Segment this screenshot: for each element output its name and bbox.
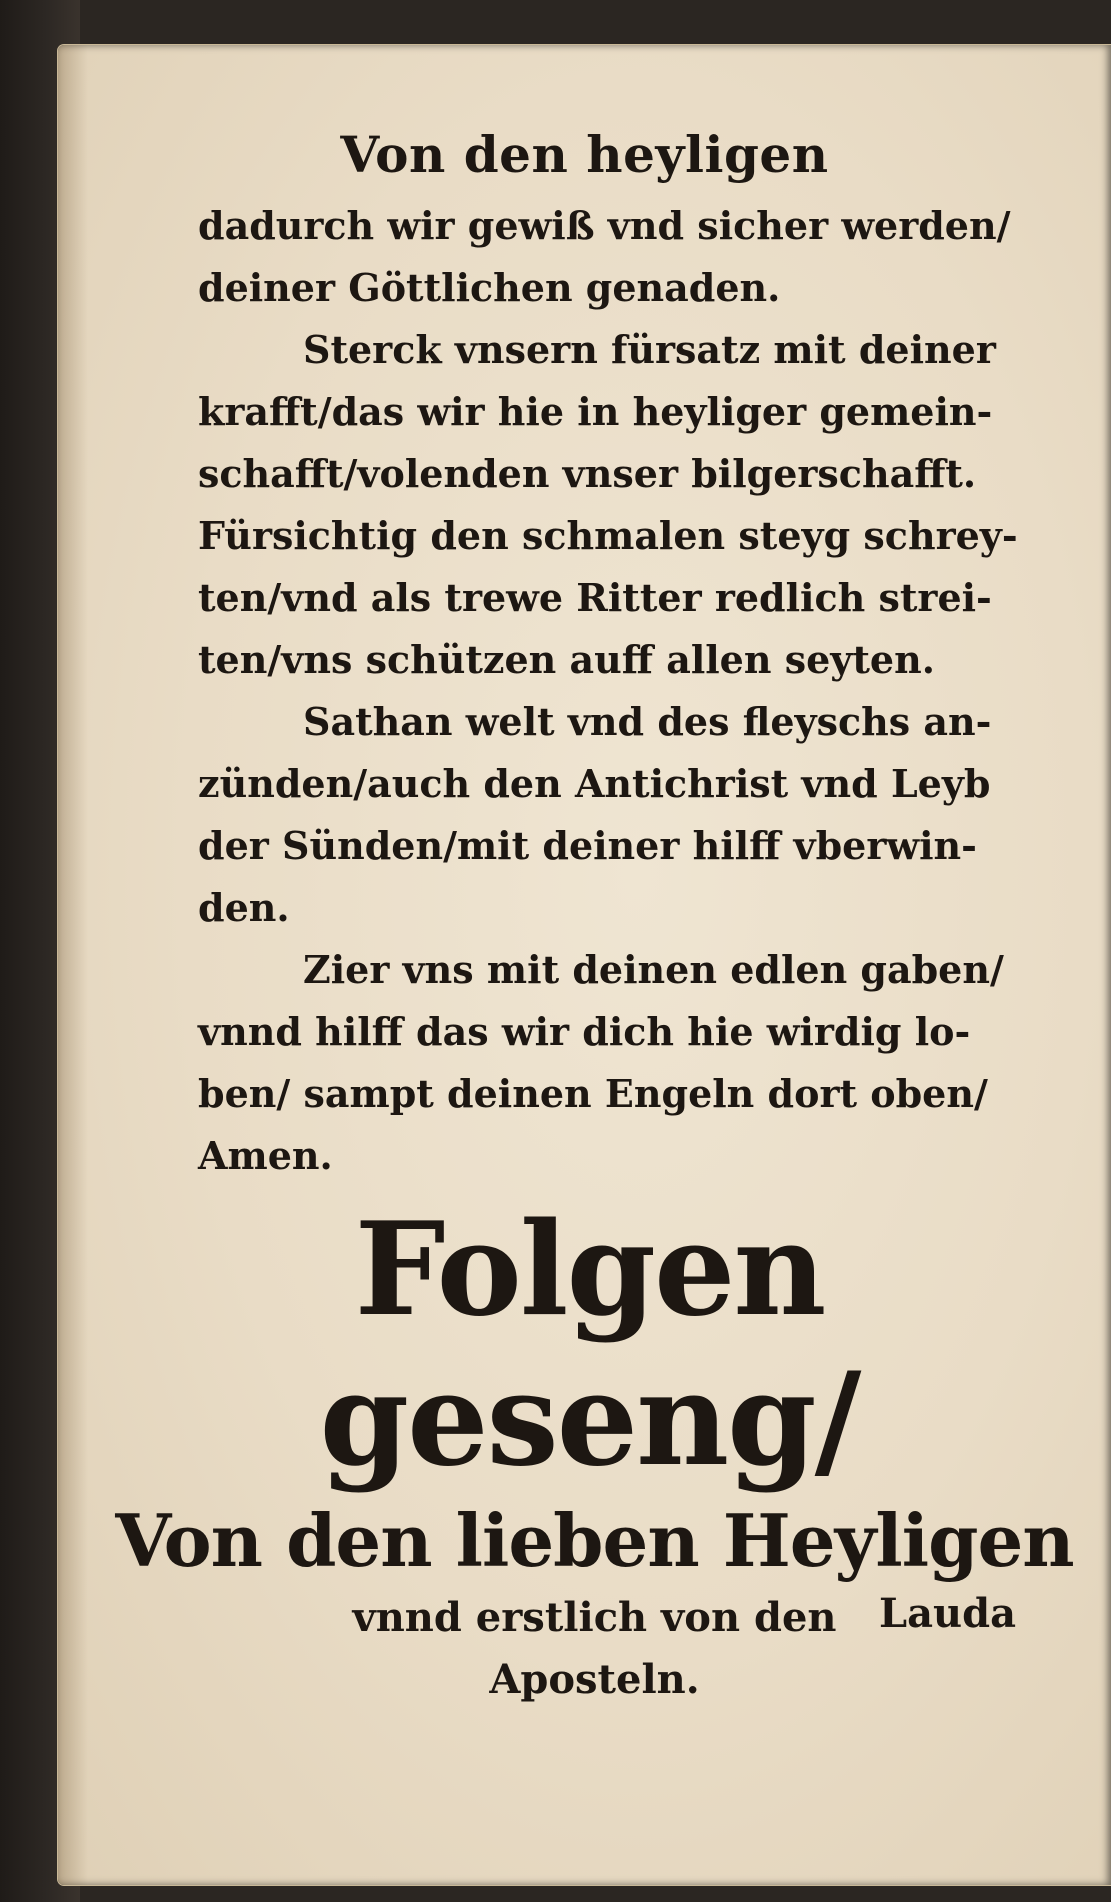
text-line: ten/vns schützen auff allen seyten. — [198, 637, 935, 682]
section-title-main: Folgen geseng/ — [319, 1195, 860, 1495]
text-line: Amen. — [198, 1133, 333, 1178]
text-line: Sathan welt vnd des fleyschs an- — [303, 699, 992, 744]
section-title-line4: Aposteln. — [489, 1656, 700, 1703]
running-head: Von den heyligen — [340, 125, 829, 184]
paragraph-3 — [198, 505, 1028, 691]
text-line: Sterck vnsern fürsatz mit deiner — [303, 327, 996, 372]
book-page — [58, 45, 1111, 1885]
text-line: vnnd hilff das wir dich hie wirdig lo- — [198, 1009, 971, 1054]
text-line: Zier vns mit deinen edlen gaben/ — [303, 947, 1004, 992]
text-line: zünden/auch den Antichrist vnd Leyb — [198, 761, 991, 806]
section-title-sub: Von den lieben Heyligen — [115, 1498, 1074, 1583]
text-line: deiner Göttlichen genaden. — [198, 265, 781, 310]
text-line: Fürsichtig den schmalen steyg schrey- — [198, 513, 1018, 558]
paragraph-4 — [198, 691, 1028, 939]
text-line: ben/ sampt deinen Engeln dort oben/ — [198, 1071, 988, 1116]
text-line: der Sünden/mit deiner hilff vberwin- — [198, 823, 977, 868]
paragraph-1 — [198, 195, 1028, 319]
text-line: dadurch wir gewiß vnd sicher werden/ — [198, 203, 1011, 248]
text-line: schafft/volenden vnser bilgerschafft. — [198, 451, 977, 496]
body-text — [198, 195, 1028, 1187]
section-title-line3: vnnd erstlich von den — [352, 1594, 837, 1641]
text-line: ten/vnd als trewe Ritter redlich strei- — [198, 575, 992, 620]
text-line: krafft/das wir hie in heyliger gemein- — [198, 389, 993, 434]
catchword: Lauda — [878, 1590, 1016, 1637]
paragraph-5 — [198, 939, 1028, 1187]
text-line: den. — [198, 885, 290, 930]
paragraph-2 — [198, 319, 1028, 505]
